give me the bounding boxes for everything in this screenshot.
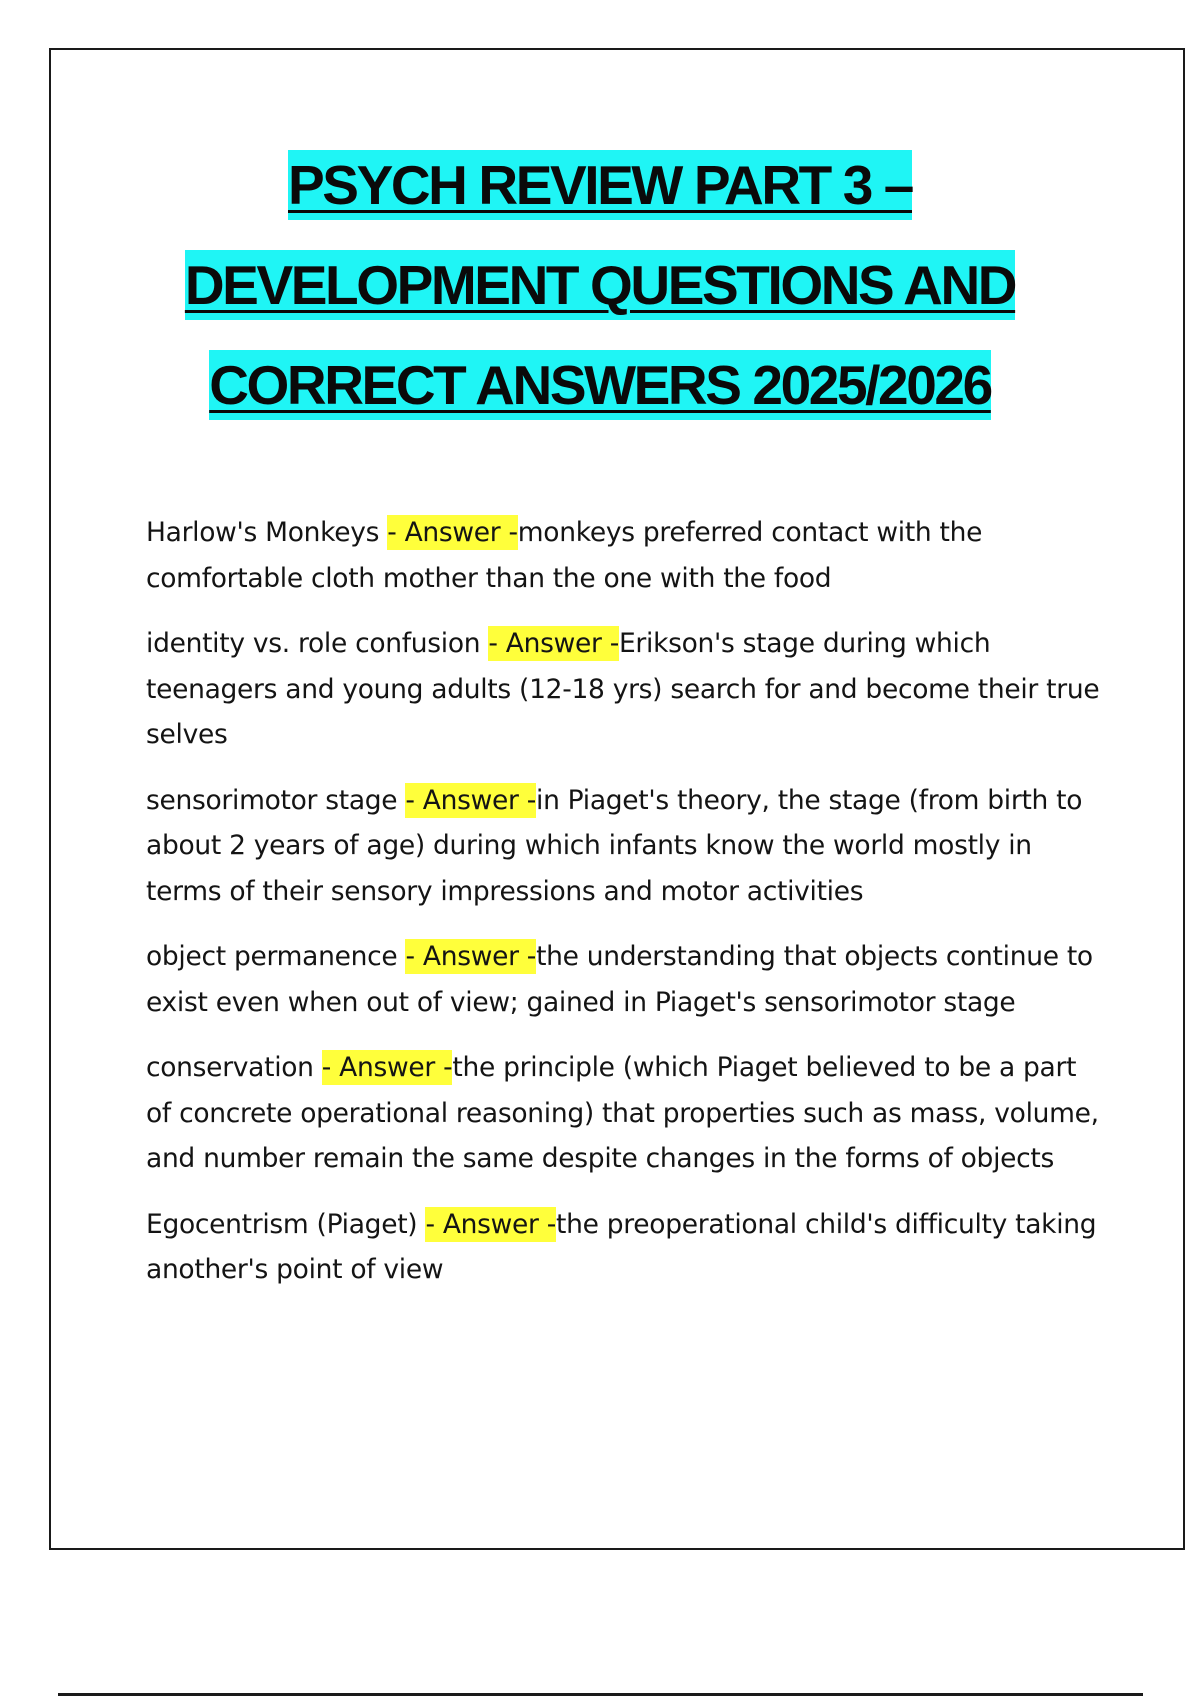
title-line-2 (0, 235, 1200, 335)
qa-item-sensorimotor-stage (146, 778, 1101, 915)
qa-term: sensorimotor stage (146, 784, 406, 816)
answer-label: - Answer - (405, 784, 536, 816)
bottom-divider (58, 1693, 1143, 1696)
title-line-3 (0, 335, 1200, 435)
qa-item-object-permanence (146, 934, 1101, 1025)
answer-label: - Answer - (488, 628, 619, 659)
qa-item-egocentrism (146, 1202, 1101, 1293)
qa-term: object permanence (146, 941, 406, 972)
qa-definition: monkeys preferred contact with the comfortable cloth mother than the one with the food (146, 517, 983, 594)
qa-definition: Erikson's stage during which teenagers and young adults (12-18 yrs) search for and become their true selves (146, 628, 1100, 750)
qa-term: Egocentrism (Piaget) (146, 1208, 426, 1240)
qa-list (146, 510, 1101, 1313)
title-text-2: DEVELOPMENT QUESTIONS AND (185, 250, 1015, 320)
title-text-1: PSYCH REVIEW PART 3 – (288, 150, 912, 220)
document-title (0, 135, 1200, 435)
answer-label: - Answer - (387, 517, 518, 548)
title-line-1 (0, 135, 1200, 235)
qa-term: identity vs. role confusion (146, 628, 489, 659)
answer-label: - Answer - (321, 1052, 453, 1083)
qa-item-identity-vs-role-confusion (146, 621, 1101, 758)
qa-definition: the understanding that objects continue to exist even when out of view; gained in Piaget's sensorimotor stage (146, 941, 1093, 1018)
qa-definition: in Piaget's theory, the stage (from birth to about 2 years of age) during which infants know the world mostly in terms of their sensory impressions and motor activities (146, 784, 1083, 907)
qa-definition: the preoperational child's difficulty taking another's point of view (146, 1208, 1097, 1285)
qa-term: conservation (146, 1052, 322, 1083)
answer-label: - Answer - (405, 941, 537, 972)
qa-item-harlows-monkeys (146, 510, 1101, 601)
qa-term: Harlow's Monkeys (146, 517, 388, 548)
qa-definition: the principle (which Piaget believed to be a part of concrete operational reasoning) that properties such as mass, volume, and number remain the same despite changes in the forms of objects (146, 1052, 1099, 1174)
answer-label: - Answer - (425, 1208, 557, 1240)
qa-item-conservation (146, 1045, 1101, 1182)
title-text-3: CORRECT ANSWERS 2025/2026 (209, 350, 991, 420)
